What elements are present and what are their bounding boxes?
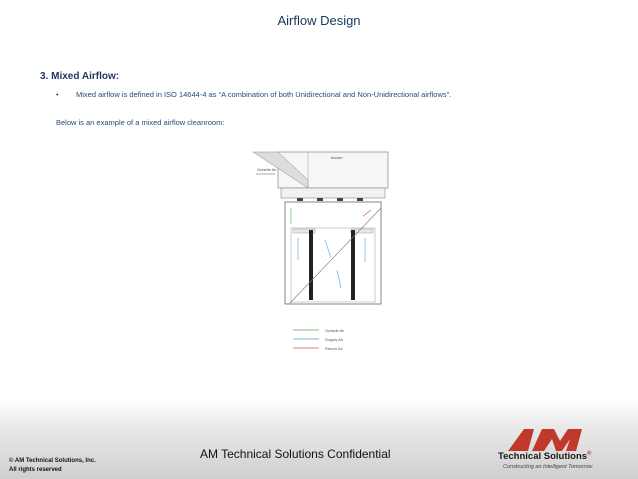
copyright (9, 457, 96, 475)
bullet-item (56, 90, 451, 99)
filter-2 (317, 198, 323, 201)
slide-title: Airflow Design (277, 13, 361, 28)
return-arrow-1 (363, 210, 371, 216)
legend-label-return: Return Air (325, 346, 343, 351)
cleanroom-outline (285, 202, 381, 304)
room-inner (291, 228, 375, 302)
section-heading: 3. Mixed Airflow: (40, 71, 120, 82)
diagonal-return (289, 208, 381, 304)
bullet-marker: • (56, 90, 59, 99)
legend-label-outside: Outside Air (325, 328, 345, 333)
bullet-text: Mixed airflow is defined in ISO 14644-4 as “A combination of both Unidirectional and Non-Unidirectional airflows”. (76, 90, 452, 99)
intro-text: Below is an example of a mixed airflow cleanroom: (56, 118, 225, 127)
filter-4 (357, 198, 363, 201)
supply-duct (281, 188, 385, 198)
copyright-line2: All rights reserved (9, 467, 62, 473)
ahu-label: blower (331, 155, 343, 160)
outside-air-label: Outside Air (257, 167, 277, 172)
supply-arrow-4 (337, 270, 341, 288)
confidential-notice: AM Technical Solutions Confidential (200, 447, 391, 461)
filter-1 (297, 198, 303, 201)
logo-tagline: Constructing an Intelligent Tomorrow (503, 464, 593, 470)
filter-3 (337, 198, 343, 201)
legend-label-supply: Supply Air (325, 337, 344, 342)
supply-arrow-2 (325, 240, 331, 258)
column-left (309, 230, 313, 300)
copyright-line1: © AM Technical Solutions, Inc. (9, 458, 96, 464)
logo-mark-a (508, 429, 534, 451)
column-right (351, 230, 355, 300)
mixed-airflow-diagram (253, 150, 391, 362)
logo-mark-m (532, 429, 582, 451)
logo-name: Technical Solutions® (498, 451, 592, 462)
